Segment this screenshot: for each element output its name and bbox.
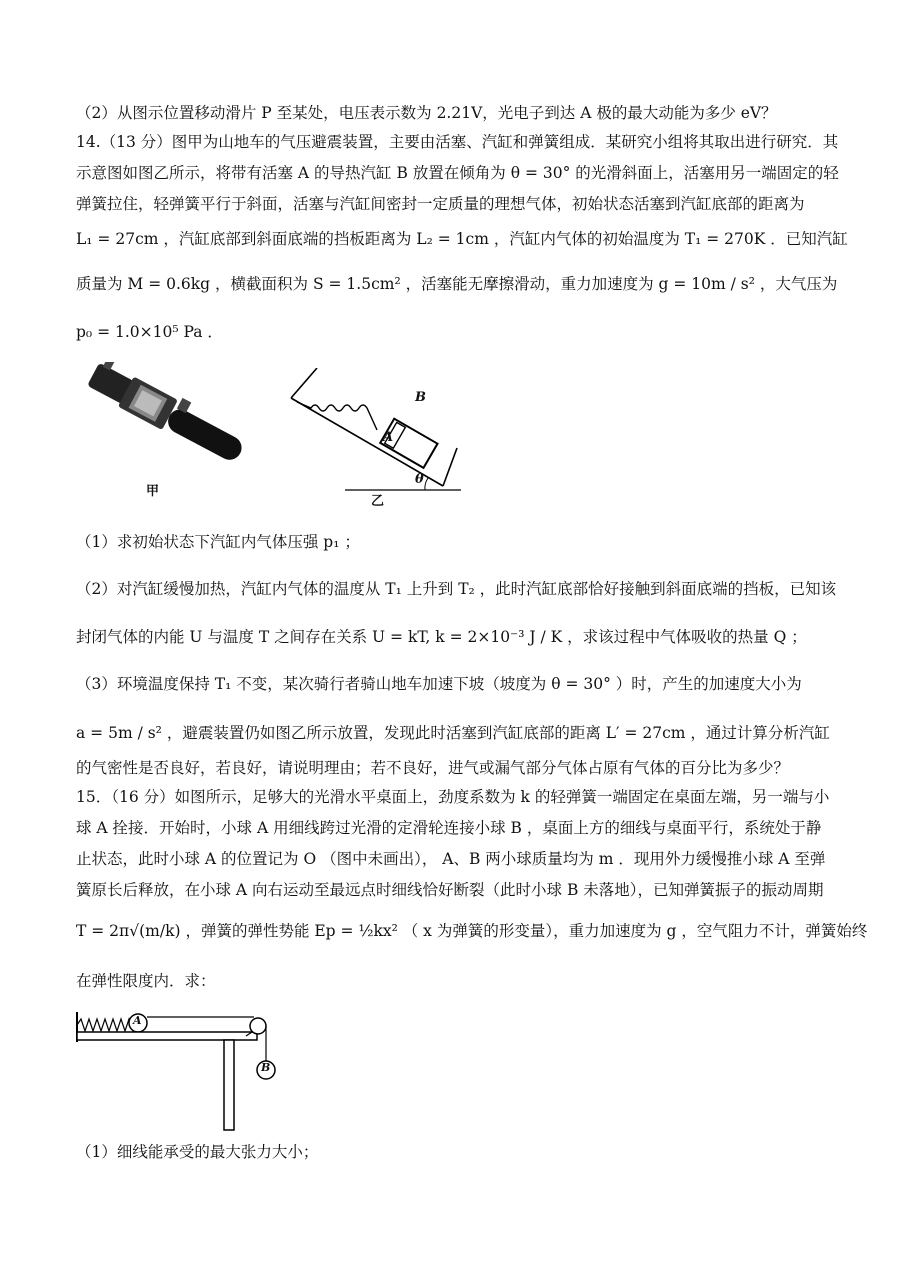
q14-stem-line2: 示意图如图乙所示，将带有活塞 A 的导热汽缸 B 放置在倾角为 θ = 30° 的光滑斜面上，活塞用另一端固定的轻 — [76, 164, 839, 182]
q14-part3-line2: a = 5m / s² ，避震装置仍如图乙所示放置，发现此时活塞到汽缸底部的距离 L′ = 27cm ，通过计算分析汽缸 — [76, 724, 830, 742]
shock-absorber-image — [74, 362, 254, 502]
q15-stem-line1: 15．（16 分）如图所示，足够大的光滑水平桌面上，劲度系数为 k 的轻弹簧一端固定在桌面左端，另一端与小 — [76, 788, 830, 806]
q14-stem-line6: p₀ = 1.0×10⁵ Pa ． — [76, 323, 223, 341]
q14-stem-line5: 质量为 M = 0.6kg ，横截面积为 S = 1.5cm² ，活塞能无摩擦滑动，重力加速度为 g = 10m / s² ，大气压为 — [76, 275, 838, 293]
q13-part2: （2）从图示位置移动滑片 P 至某处，电压表示数为 2.21V，光电子到达 A 极的最大动能为多少 eV？ — [76, 104, 777, 122]
figure-q15 — [74, 1008, 294, 1133]
q14-part2-line2: 封闭气体的内能 U 与温度 T 之间存在关系 U = kT, k = 2×10⁻³ J / K ，求该过程中气体吸收的热量 Q ； — [76, 628, 807, 646]
q14-part2-line1: （2）对汽缸缓慢加热，汽缸内气体的温度从 T₁ 上升到 T₂ ，此时汽缸底部恰好接触到斜面底端的挡板，已知该 — [76, 580, 837, 598]
q14-stem-line4: L₁ = 27cm ，汽缸底部到斜面底端的挡板距离为 L₂ = 1cm ，汽缸内气体的初始温度为 T₁ = 270K ．已知汽缸 — [76, 230, 848, 248]
cylinder-B-label: B — [415, 390, 426, 405]
q15-stem-line3: 止状态，此时小球 A 的位置记为 O （图中未画出）， A、B 两小球质量均为 m ．现用外力缓慢推小球 A 至弹 — [76, 850, 826, 868]
figure-yi — [285, 368, 465, 508]
ball-A-label: A — [133, 1014, 142, 1027]
figure-jia-label: 甲 — [146, 484, 160, 499]
q15-part1: （1）细线能承受的最大张力大小； — [76, 1143, 319, 1161]
q14-stem-line3: 弹簧拉住，轻弹簧平行于斜面，活塞与汽缸间密封一定质量的理想气体，初始状态活塞到汽缸底部的距离为 — [76, 195, 805, 213]
figure-yi-label: 乙 — [371, 494, 385, 509]
theta-label: θ — [415, 472, 424, 487]
q15-stem-line4: 簧原长后释放，在小球 A 向右运动至最远点时细线恰好断裂（此时小球 B 未落地），已知弹簧振子的振动周期 — [76, 881, 824, 899]
incline-schematic — [285, 368, 465, 508]
q15-stem-line2: 球 A 拴接．开始时，小球 A 用细线跨过光滑的定滑轮连接小球 B ，桌面上方的细线与桌面平行，系统处于静 — [76, 819, 822, 837]
q14-stem-line1: 14.（13 分）图甲为山地车的气压避震装置，主要由活塞、汽缸和弹簧组成．某研究小组将其取出进行研究．其 — [76, 133, 839, 151]
q14-part3-line3: 的气密性是否良好，若良好，请说明理由；若不良好，进气或漏气部分气体占原有气体的百分比为多少？ — [76, 759, 790, 777]
q14-part1: （1）求初始状态下汽缸内气体压强 p₁ ； — [76, 533, 360, 551]
q15-stem-line5: T = 2π√(m/k) ，弹簧的弹性势能 Ep = ½kx² （ x 为弹簧的形变量），重力加速度为 g ，空气阻力不计，弹簧始终 — [76, 922, 868, 940]
q15-stem-line6: 在弹性限度内．求： — [76, 972, 216, 990]
q14-part3-line1: （3）环境温度保持 T₁ 不变，某次骑行者骑山地车加速下坡（坡度为 θ = 30° ）时，产生的加速度大小为 — [76, 675, 802, 693]
piston-A-label: A — [383, 430, 394, 445]
figure-jia — [74, 362, 254, 502]
ball-B-label: B — [261, 1061, 271, 1074]
